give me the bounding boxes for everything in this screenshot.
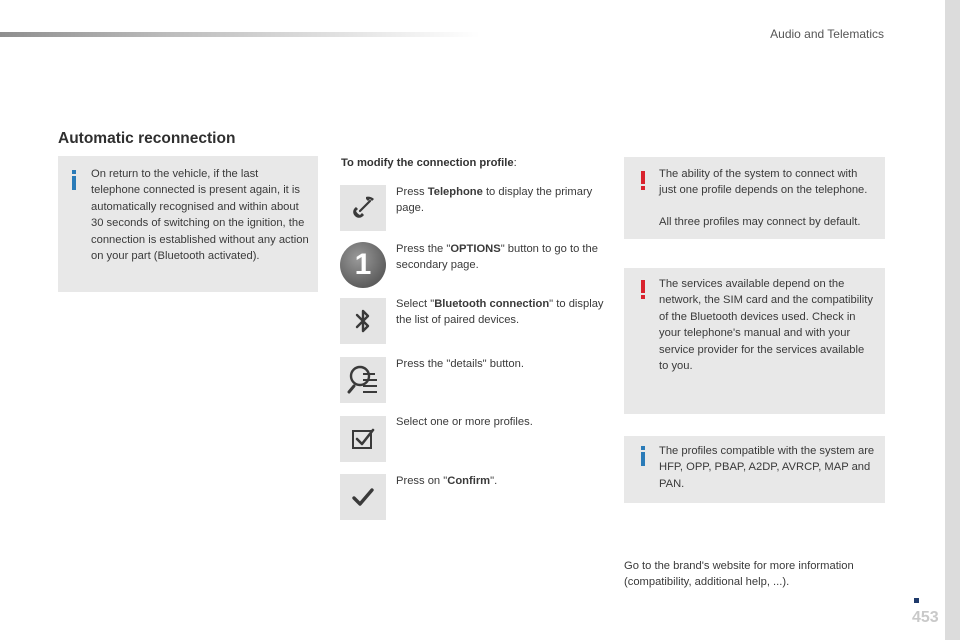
page-marker [914,598,919,603]
info-box-text: On return to the vehicle, if the last telephone connected is present again, it is automatically recognised and within about 30 seconds of switching on the ignition, the connection is established without any action on your part (Bluetooth activated). [91,168,309,263]
step-confirm-post: ". [490,475,498,487]
page-edge-strip [945,0,960,640]
step-details [396,356,606,372]
profile-checkbox-button[interactable] [340,416,386,462]
header-gradient-bar [0,32,480,37]
warning-icon [641,171,645,184]
confirm-button[interactable] [340,474,386,520]
telephone-button[interactable] [340,185,386,231]
phone-handset-icon [348,193,378,223]
warning-box-services-text: The services available depend on the network, the SIM card and the compatibility of the Bluetooth devices used. Check in your telephone's manual and with your service provider for the services available to you. [659,278,873,373]
warning-box-profile-line2: All three profiles may connect by default. [659,216,861,228]
warning-box-services [624,268,885,414]
step-details-text: Press the "details" button. [396,358,524,370]
step-confirm-bold: Confirm [447,475,491,487]
bluetooth-icon [352,306,374,336]
step-options-bold: OPTIONS [450,243,501,255]
info-icon [72,176,76,190]
details-button[interactable] [340,357,386,403]
step-bluetooth-post: " to display the list of paired devices. [396,298,604,327]
section-title: Automatic reconnection [58,130,236,147]
step-telephone-bold: Telephone [427,186,483,198]
details-magnifier-icon [346,363,380,397]
step-select-profiles-text: Select one or more profiles. [396,416,533,428]
step-telephone-post: to display the primary page. [396,186,593,215]
bluetooth-connection-button[interactable] [340,298,386,344]
step-bluetooth-pre: Select " [396,298,435,310]
chapter-title: Audio and Telematics [770,27,884,41]
warning-box-profile-line1: The ability of the system to connect with just one profile depends on the telephone. [659,168,868,197]
page-number: 453 [912,609,939,626]
procedure-heading [341,157,517,169]
step-number-badge: 1 [340,242,386,288]
procedure-heading-bold: To modify the connection profile [341,157,514,169]
step-options-pre: Press the " [396,243,451,255]
warning-icon [641,280,645,293]
footer-note: Go to the brand's website for more information (compatibility, additional help, ...). [624,560,854,589]
info-icon [641,452,645,466]
step-select-profiles [396,414,606,430]
step-options [396,241,606,274]
step-options-post: " button to go to the secondary page. [396,243,598,272]
warning-box-profile [624,157,885,239]
checkmark-icon [350,484,376,510]
info-box-profiles [624,436,885,503]
checkbox-icon [350,426,376,452]
step-confirm [396,473,606,489]
info-box-reconnection [58,156,318,292]
step-telephone-pre: Press [396,186,428,198]
step-bluetooth [396,296,606,329]
step-telephone [396,184,606,217]
info-box-profiles-text: The profiles compatible with the system are HFP, OPP, PBAP, A2DP, AVRCP, MAP and PAN. [659,445,875,490]
procedure-heading-suffix: : [513,157,517,169]
step-bluetooth-bold: Bluetooth connection [434,298,550,310]
step-confirm-pre: Press on " [396,475,448,487]
